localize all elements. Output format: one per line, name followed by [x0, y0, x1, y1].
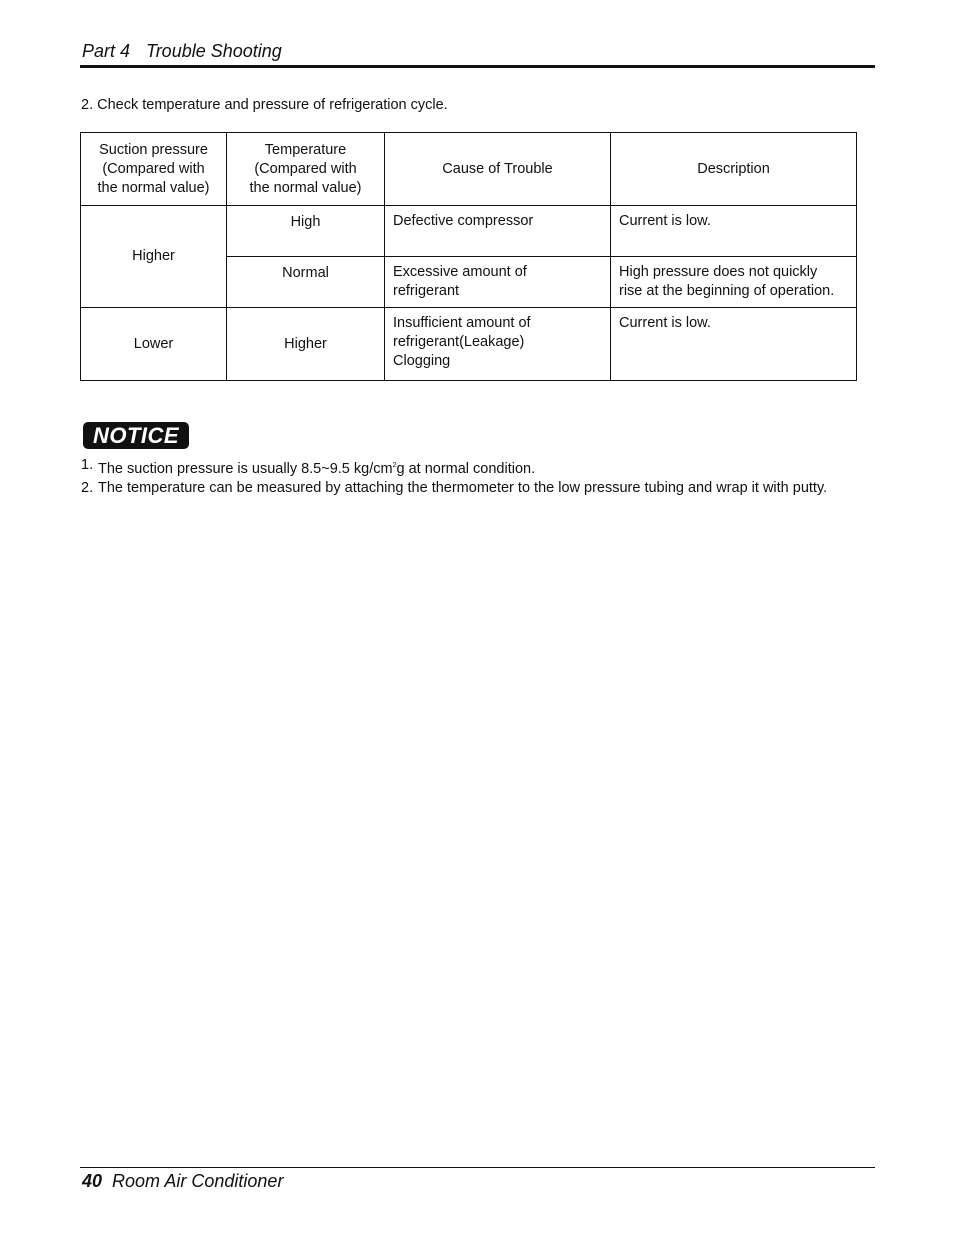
notice-badge: NOTICE: [83, 422, 189, 449]
trouble-table: [80, 132, 857, 381]
footer-rule: [80, 1167, 875, 1168]
intro-text: 2. Check temperature and pressure of refrigeration cycle.: [81, 97, 448, 113]
note-item: 2. The temperature can be measured by attaching the thermometer to the low pressure tubing and wrap it with putty.: [81, 480, 828, 496]
cause-cell: Defective compressor: [385, 206, 611, 257]
footer: [82, 1171, 283, 1192]
cause-cell: Insufficient amount of refrigerant(Leakage) Clogging: [385, 308, 611, 381]
suction-cell: Higher: [81, 206, 227, 308]
table-header-row: [81, 133, 857, 206]
notice-notes: [81, 456, 857, 498]
header-temperature: Temperature (Compared with the normal value): [227, 133, 385, 206]
table-row: [81, 308, 857, 381]
suction-cell: Lower: [81, 308, 227, 381]
description-cell: Current is low.: [611, 206, 857, 257]
temperature-cell: Higher: [227, 308, 385, 381]
header-suction: Suction pressure (Compared with the normal value): [81, 133, 227, 206]
header-section: Trouble Shooting: [146, 41, 282, 61]
page-number: 40: [82, 1171, 103, 1191]
note-item: 1. The suction pressure is usually 8.5~9.5 $kg/cm^2g$ at normal condition.: [81, 457, 536, 477]
description-cell: Current is low.: [611, 308, 857, 381]
cause-cell: Excessive amount of refrigerant: [385, 257, 611, 308]
header-description: Description: [611, 133, 857, 206]
table-row: [81, 206, 857, 257]
footer-title: Room Air Conditioner: [112, 1171, 284, 1191]
header-rule: [80, 65, 875, 68]
description-cell: High pressure does not quickly rise at the beginning of operation.: [611, 257, 857, 308]
header-cause: Cause of Trouble: [385, 133, 611, 206]
temperature-cell: Normal: [227, 257, 385, 308]
temperature-cell: High: [227, 206, 385, 257]
header-title: [82, 41, 282, 62]
header-part: Part 4: [82, 41, 131, 61]
